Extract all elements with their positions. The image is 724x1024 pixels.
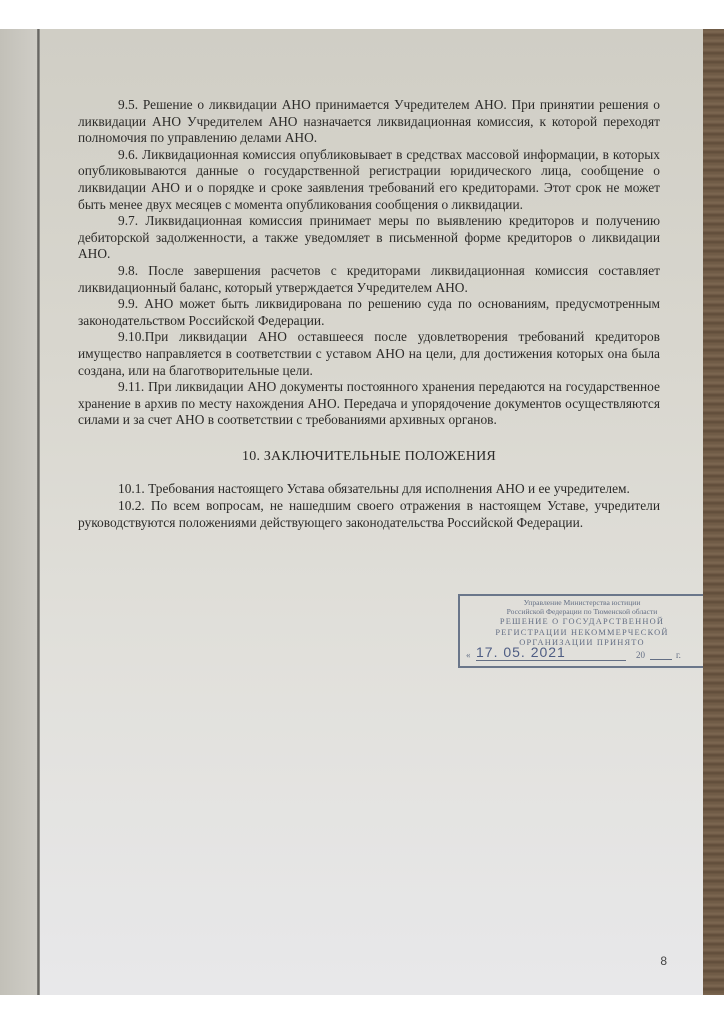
paragraph-10-2: 10.2. По всем вопросам, не нашедшим своего отражения в настоящем Уставе, учредители руководствуются положениями действующего законодательства Российской Федерации. bbox=[78, 498, 660, 530]
paragraph-9-8: 9.8. После завершения расчетов с кредиторами ликвидационная комиссия составляет ликвидационный баланс, который утверждается Учредителем АНО. bbox=[78, 262, 660, 295]
page-content bbox=[78, 97, 660, 531]
previous-page-edge bbox=[0, 29, 37, 995]
paragraph-9-7: 9.7. Ликвидационная комиссия принимает меры по выявлению кредиторов и получению дебиторской задолженности, а также уведомляет в письменной форме кредиторов о ликвидации АНО. bbox=[78, 213, 660, 262]
stamp-year-prefix: 20 bbox=[636, 650, 645, 660]
stamp-decision-line-2: РЕГИСТРАЦИИ НЕКОММЕРЧЕСКОЙ bbox=[495, 627, 669, 637]
stamp-decision-line-3: ОРГАНИЗАЦИИ ПРИНЯТО bbox=[519, 638, 645, 647]
registration-stamp bbox=[458, 594, 706, 668]
paragraph-9-11: 9.11. При ликвидации АНО документы постоянного хранения передаются на государственное хранение в архив по месту нахождения АНО. Передача и упорядочение документов осуществляются силами и за счет АНО в соответствии с требованиями архивных органов. bbox=[78, 379, 660, 428]
stamp-ministry-line-1: Управление Министерства юстиции bbox=[523, 598, 641, 607]
wooden-table-edge bbox=[703, 29, 724, 995]
paragraph-9-6: 9.6. Ликвидационная комиссия опубликовывает в средствах массовой информации, в которых опубликовываются данные о государственной регистрации юридического лица, сообщение о ликвидации АНО и о порядке и сроке заявления требований его кредиторами. Этот срок не может быть менее двух месяцев с момента опубликования сообщения о ликвидации. bbox=[78, 146, 660, 212]
stamp-year-suffix: г. bbox=[676, 650, 681, 660]
paragraph-10-1: 10.1. Требования настоящего Устава обязательны для исполнения АНО и ее учредителем. bbox=[118, 481, 630, 497]
stamp-date-row bbox=[466, 646, 698, 662]
page-number: 8 bbox=[660, 954, 667, 968]
document-photo bbox=[0, 29, 724, 995]
paragraph-9-9: 9.9. АНО может быть ликвидирована по решению суда по основаниям, предусмотренным законодательством Российской Федерации. bbox=[78, 296, 660, 328]
stamp-handwritten-date: 17. 05. 2021 bbox=[476, 645, 626, 661]
stamp-year-blank bbox=[650, 649, 672, 660]
paragraph-9-5: 9.5. Решение о ликвидации АНО принимается Учредителем АНО. При принятии решения о ликвидации АНО Учредителем АНО назначается ликвидационная комиссия, к которой переходят полномочия по управлению делами АНО. bbox=[78, 97, 660, 146]
stamp-quote-mark: « bbox=[466, 650, 471, 660]
document-page bbox=[40, 29, 703, 995]
stamp-decision-line-1: РЕШЕНИЕ О ГОСУДАРСТВЕННОЙ bbox=[499, 617, 665, 627]
section-10-title: 10. ЗАКЛЮЧИТЕЛЬНЫЕ ПОЛОЖЕНИЯ bbox=[242, 448, 496, 464]
paragraph-9-10: 9.10.При ликвидации АНО оставшееся после удовлетворения требований кредиторов имущество направляется в соответствии с уставом АНО на цели, для достижения которых она была создана, или на благотворительные цели. bbox=[78, 329, 660, 378]
stamp-ministry-line-2: Российской Федерации по Тюменской области bbox=[506, 606, 658, 616]
